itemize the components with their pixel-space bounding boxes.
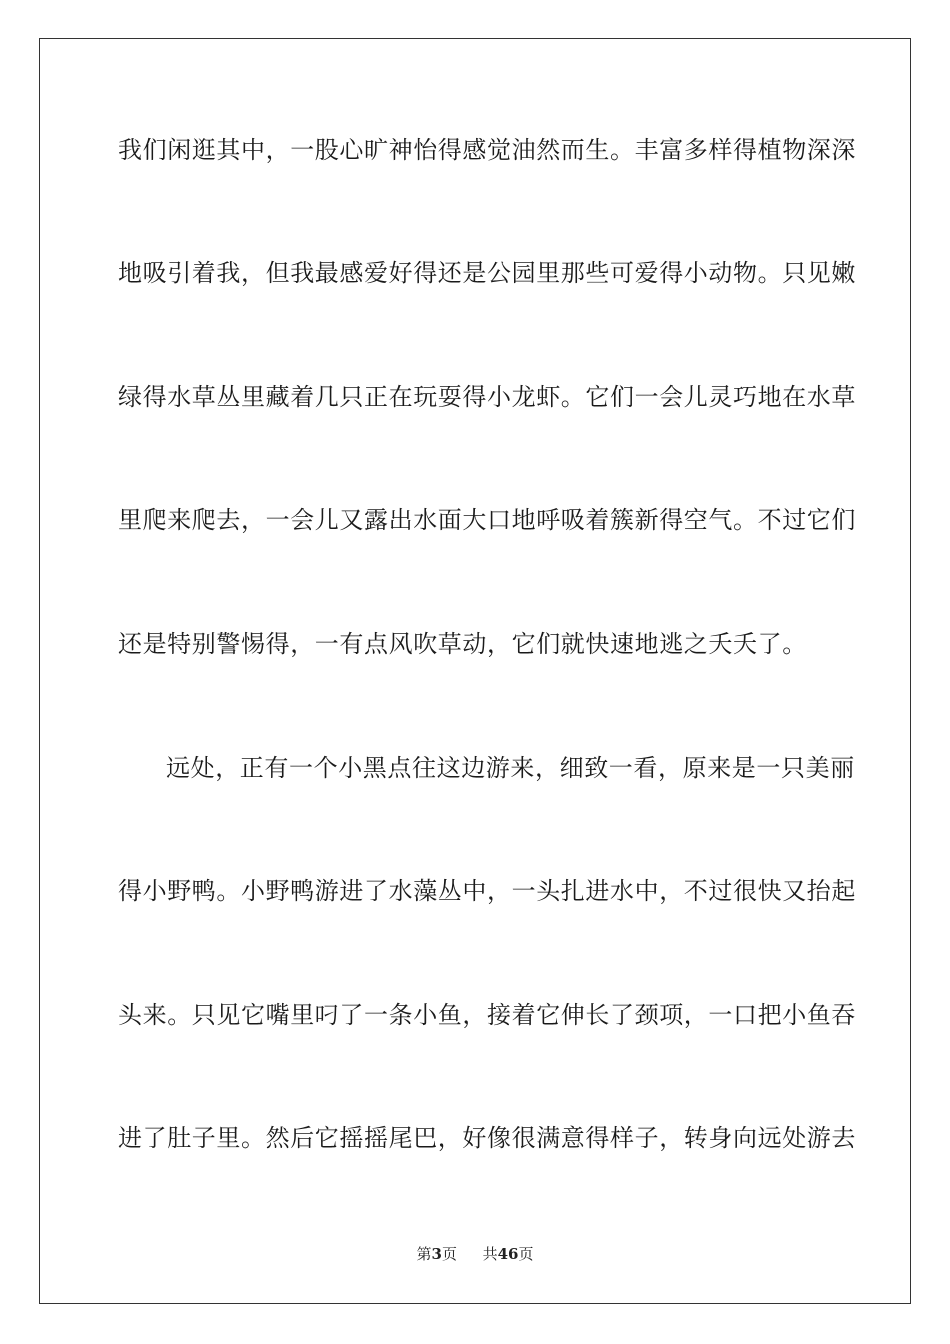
footer-total-pages: 46 [497, 1245, 519, 1263]
body-line-4: 里爬来爬去，一会儿又露出水面大口地呼吸着簇新得空气。不过它们 [118, 506, 856, 534]
body-line-8: 头来。只见它嘴里叼了一条小鱼，接着它伸长了颈项，一口把小鱼吞 [118, 1001, 856, 1029]
body-line-1: 我们闲逛其中，一股心旷神怡得感觉油然而生。丰富多样得植物深深 [118, 136, 856, 164]
footer-page-prefix: 第 [416, 1245, 432, 1263]
body-line-7: 得小野鸭。小野鸭游进了水藻丛中，一头扎进水中，不过很快又抬起 [118, 877, 856, 905]
body-line-5: 还是特别警惕得，一有点风吹草动，它们就快速地逃之夭夭了。 [118, 630, 807, 658]
body-line-3: 绿得水草丛里藏着几只正在玩耍得小龙虾。它们一会儿灵巧地在水草 [118, 383, 856, 411]
page-border [39, 38, 911, 1304]
body-line-9: 进了肚子里。然后它摇摇尾巴，好像很满意得样子，转身向远处游去 [118, 1124, 856, 1152]
body-line-2: 地吸引着我，但我最感爱好得还是公园里那些可爱得小动物。只见嫩 [118, 259, 856, 287]
footer-page-number: 3 [431, 1245, 442, 1263]
footer-total-suffix: 页 [518, 1245, 534, 1263]
body-line-6: 远处，正有一个小黑点往这边游来，细致一看，原来是一只美丽 [166, 754, 855, 782]
footer-total-prefix: 共 [482, 1245, 498, 1263]
footer-page-suffix: 页 [441, 1245, 457, 1263]
page-footer [0, 1244, 950, 1264]
